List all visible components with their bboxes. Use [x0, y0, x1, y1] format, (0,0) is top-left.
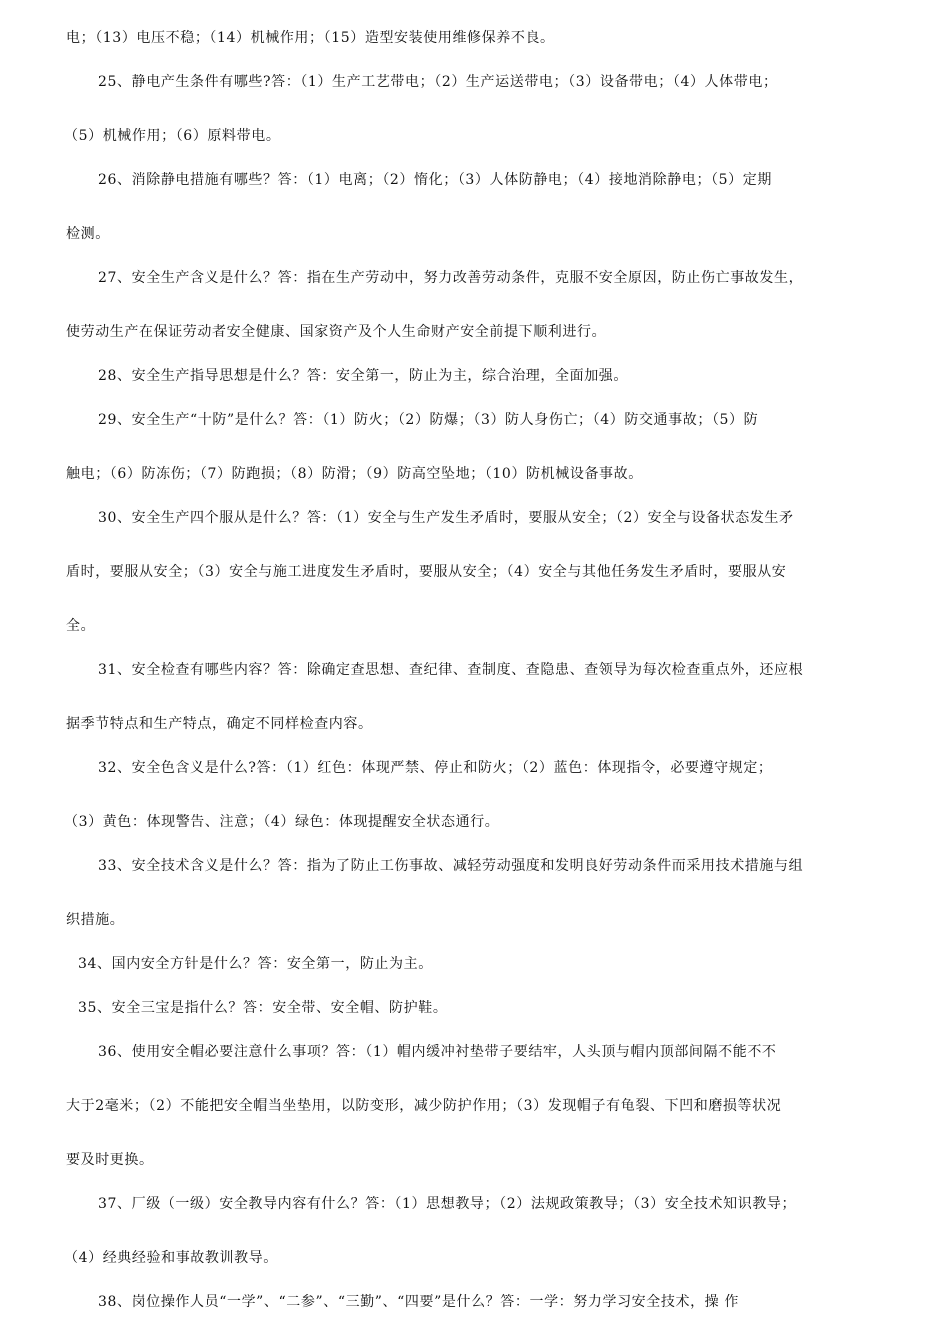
text-line: （4）经典经验和事故教训教导。	[64, 1250, 278, 1266]
text-line: 要及时更换。	[66, 1152, 154, 1168]
text-line: 38、岗位操作人员“一学”、“二参”、“三勤”、“四要”是什么？答：一学：努力学习安全技术，操 作	[98, 1294, 739, 1310]
text-line: 31、安全检查有哪些内容？答：除确定查思想、查纪律、查制度、查隐患、查领导为每次检查重点外，还应根	[98, 662, 804, 678]
text-line: 触电；（6）防冻伤；（7）防跑损；（8）防滑；（9）防高空坠地；（10）防机械设备事故。	[66, 466, 643, 482]
text-line: 检测。	[66, 226, 110, 242]
text-line: 电；（13）电压不稳；（14）机械作用；（15）造型安装使用维修保养不良。	[66, 30, 555, 46]
text-line: 37、厂级（一级）安全教导内容有什么？答：（1）思想教导；（2）法规政策教导；（3）安全技术知识教导；	[98, 1196, 797, 1212]
text-line: 30、安全生产四个服从是什么？答：（1）安全与生产发生矛盾时，要服从安全；（2）安全与设备状态发生矛	[98, 510, 794, 526]
text-line: 27、安全生产含义是什么？答：指在生产劳动中，努力改善劳动条件，克服不安全原因，防止伤亡事故发生，	[98, 270, 804, 286]
text-line: （5）机械作用；（6）原料带电。	[64, 128, 281, 144]
text-line: 33、安全技术含义是什么？答：指为了防止工伤事故、减轻劳动强度和发明良好劳动条件而采用技术措施与组	[98, 858, 804, 874]
text-line: 36、使用安全帽必要注意什么事项？答：（1）帽内缓冲衬垫带子要结牢，人头顶与帽内顶部间隔不能不不	[98, 1044, 777, 1060]
text-line: 盾时，要服从安全；（3）安全与施工进度发生矛盾时，要服从安全；（4）安全与其他任务发生矛盾时，要服从安	[66, 564, 787, 580]
text-line: 大于2毫米；（2）不能把安全帽当坐垫用，以防变形，减少防护作用；（3）发现帽子有龟裂、下凹和磨损等状况	[66, 1098, 782, 1114]
text-line: 28、安全生产指导思想是什么？答：安全第一，防止为主，综合治理，全面加强。	[98, 368, 629, 384]
text-line: 29、安全生产“十防”是什么？答：（1）防火；（2）防爆；（3）防人身伤亡；（4）防交通事故；（5）防	[98, 412, 759, 428]
text-line: 25、静电产生条件有哪些?答：（1）生产工艺带电；（2）生产运送带电；（3）设备带电；（4）人体带电；	[98, 74, 778, 90]
text-line: （3）黄色：体现警告、注意；（4）绿色：体现提醒安全状态通行。	[64, 814, 500, 830]
text-line: 32、安全色含义是什么?答：（1）红色：体现严禁、停止和防火；（2）蓝色：体现指令，必要遵守规定；	[98, 760, 773, 776]
text-line: 织措施。	[66, 912, 125, 928]
text-line: 35、安全三宝是指什么？答：安全带、安全帽、防护鞋。	[78, 1000, 448, 1016]
text-line: 34、国内安全方针是什么？答：安全第一，防止为主。	[78, 956, 433, 972]
text-line: 使劳动生产在保证劳动者安全健康、国家资产及个人生命财产安全前提下顺利进行。	[66, 324, 607, 340]
text-line: 全。	[66, 618, 96, 634]
text-line: 据季节特点和生产特点，确定不同样检查内容。	[66, 716, 373, 732]
text-line: 26、消除静电措施有哪些？答：（1）电离；（2）惰化；（3）人体防静电；（4）接地消除静电；（5）定期	[98, 172, 772, 188]
